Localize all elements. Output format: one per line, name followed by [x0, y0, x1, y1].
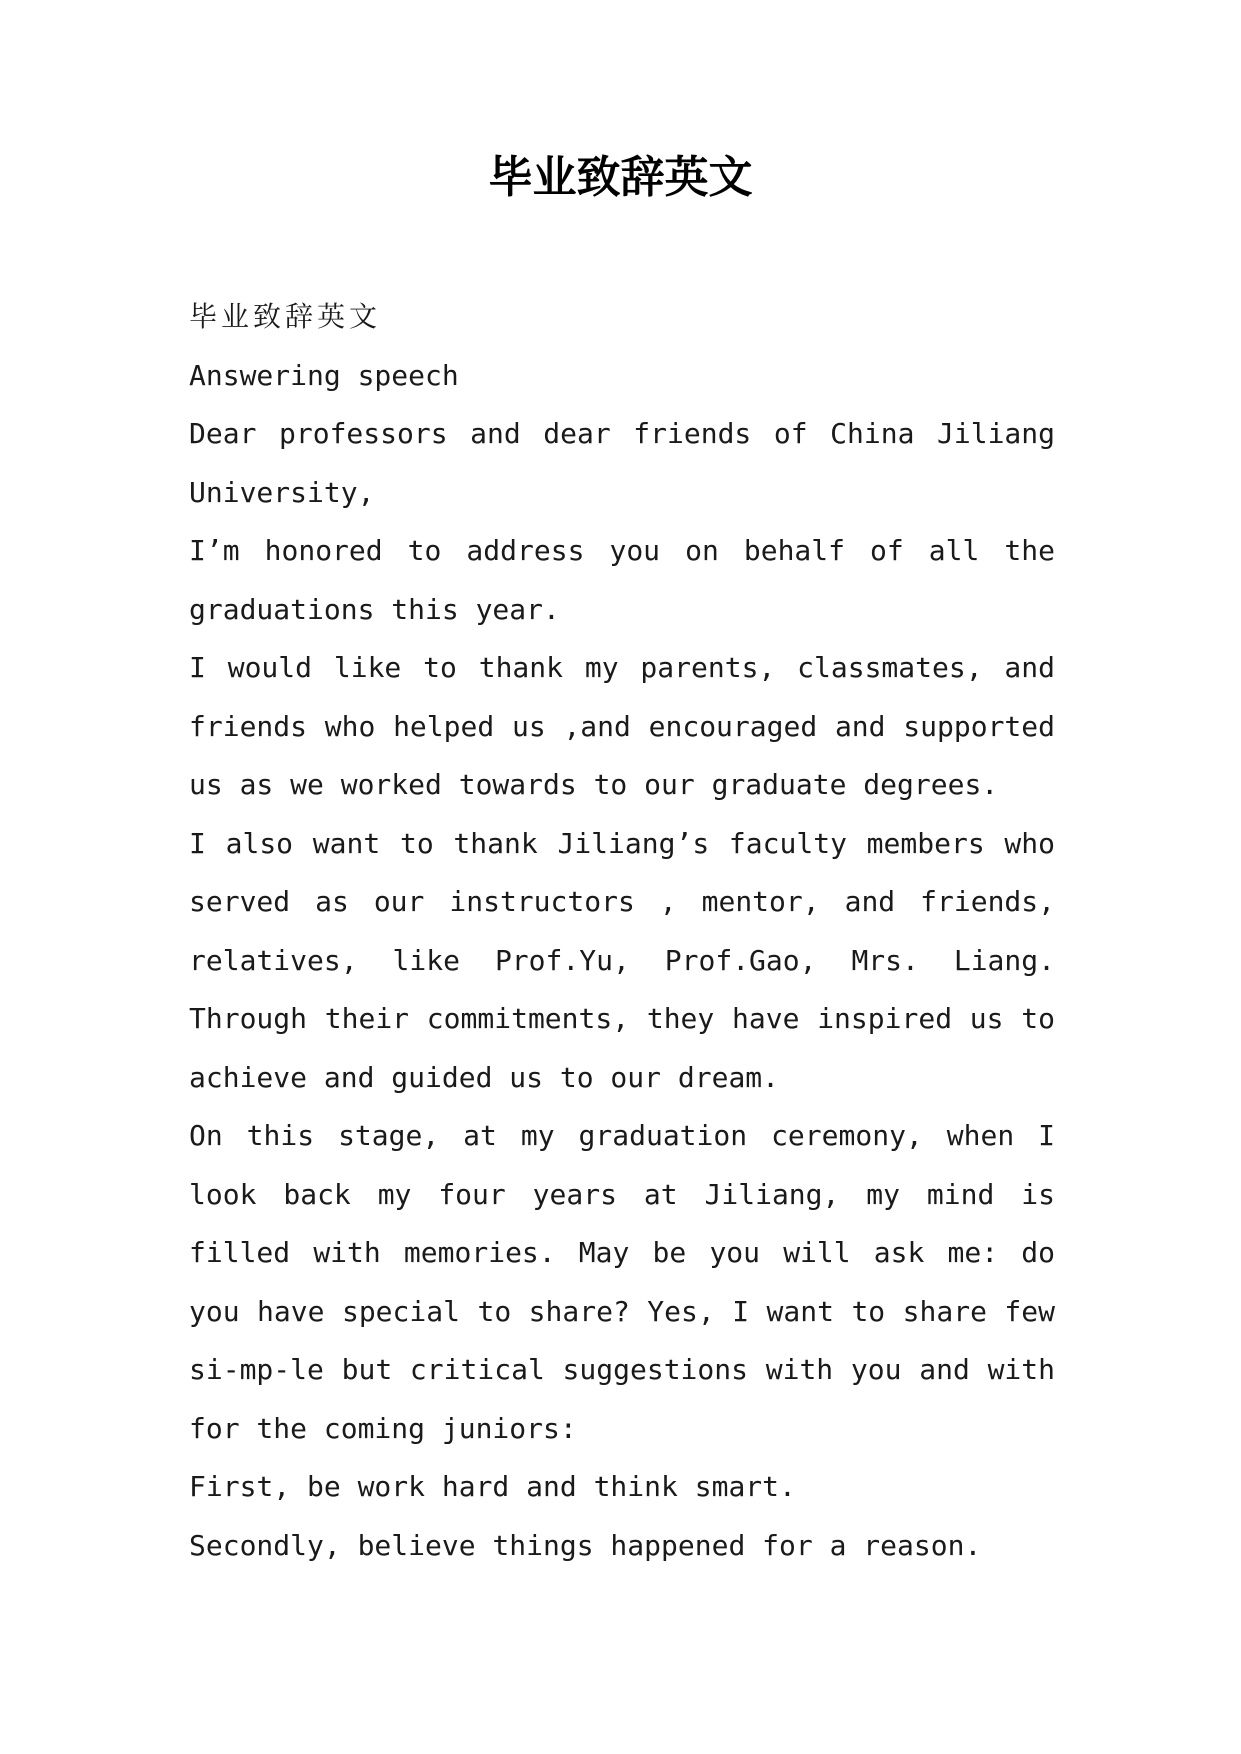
text-line: si-mp-le but critical suggestions with you and with	[189, 1353, 1055, 1386]
text-line: On this stage, at my graduation ceremony, when I	[189, 1119, 1055, 1152]
document-body	[189, 288, 1055, 1575]
text-line: First, be work hard and think smart.	[189, 1470, 796, 1503]
text-line: Secondly, believe things happened for a reason.	[189, 1528, 982, 1562]
text-line: friends who helped us ,and encouraged and supported	[189, 709, 1055, 743]
text-line: relatives, like Prof.Yu, Prof.Gao, Mrs. Liang.	[189, 943, 1055, 977]
text-line: graduations this year.	[189, 592, 560, 626]
page-title: 毕业致辞英文	[488, 152, 753, 203]
text-line: Answering speech	[189, 358, 459, 392]
text-line: I also want to thank Jiliang’s faculty members who	[189, 826, 1055, 860]
text-line: filled with memories. May be you will ask me: do	[189, 1236, 1055, 1269]
text-line: Dear professors and dear friends of China Jiliang	[189, 417, 1055, 450]
text-line: look back my four years at Jiliang, my mind is	[189, 1177, 1055, 1211]
text-line: Through their commitments, they have inspired us to	[189, 1002, 1055, 1035]
text-line: served as our instructors , mentor, and friends,	[189, 885, 1055, 918]
text-line: you have special to share? Yes, I want to share few	[189, 1294, 1055, 1328]
text-line: University,	[189, 475, 375, 509]
text-line: for the coming juniors:	[189, 1411, 577, 1445]
text-line: achieve and guided us to our dream.	[189, 1060, 780, 1094]
text-line: I would like to thank my parents, classmates, and	[189, 651, 1055, 684]
text-line: I’m honored to address you on behalf of all the	[189, 534, 1055, 567]
text-line: us as we worked towards to our graduate degrees.	[189, 768, 999, 801]
text-line: 毕业致辞英文	[189, 300, 382, 333]
